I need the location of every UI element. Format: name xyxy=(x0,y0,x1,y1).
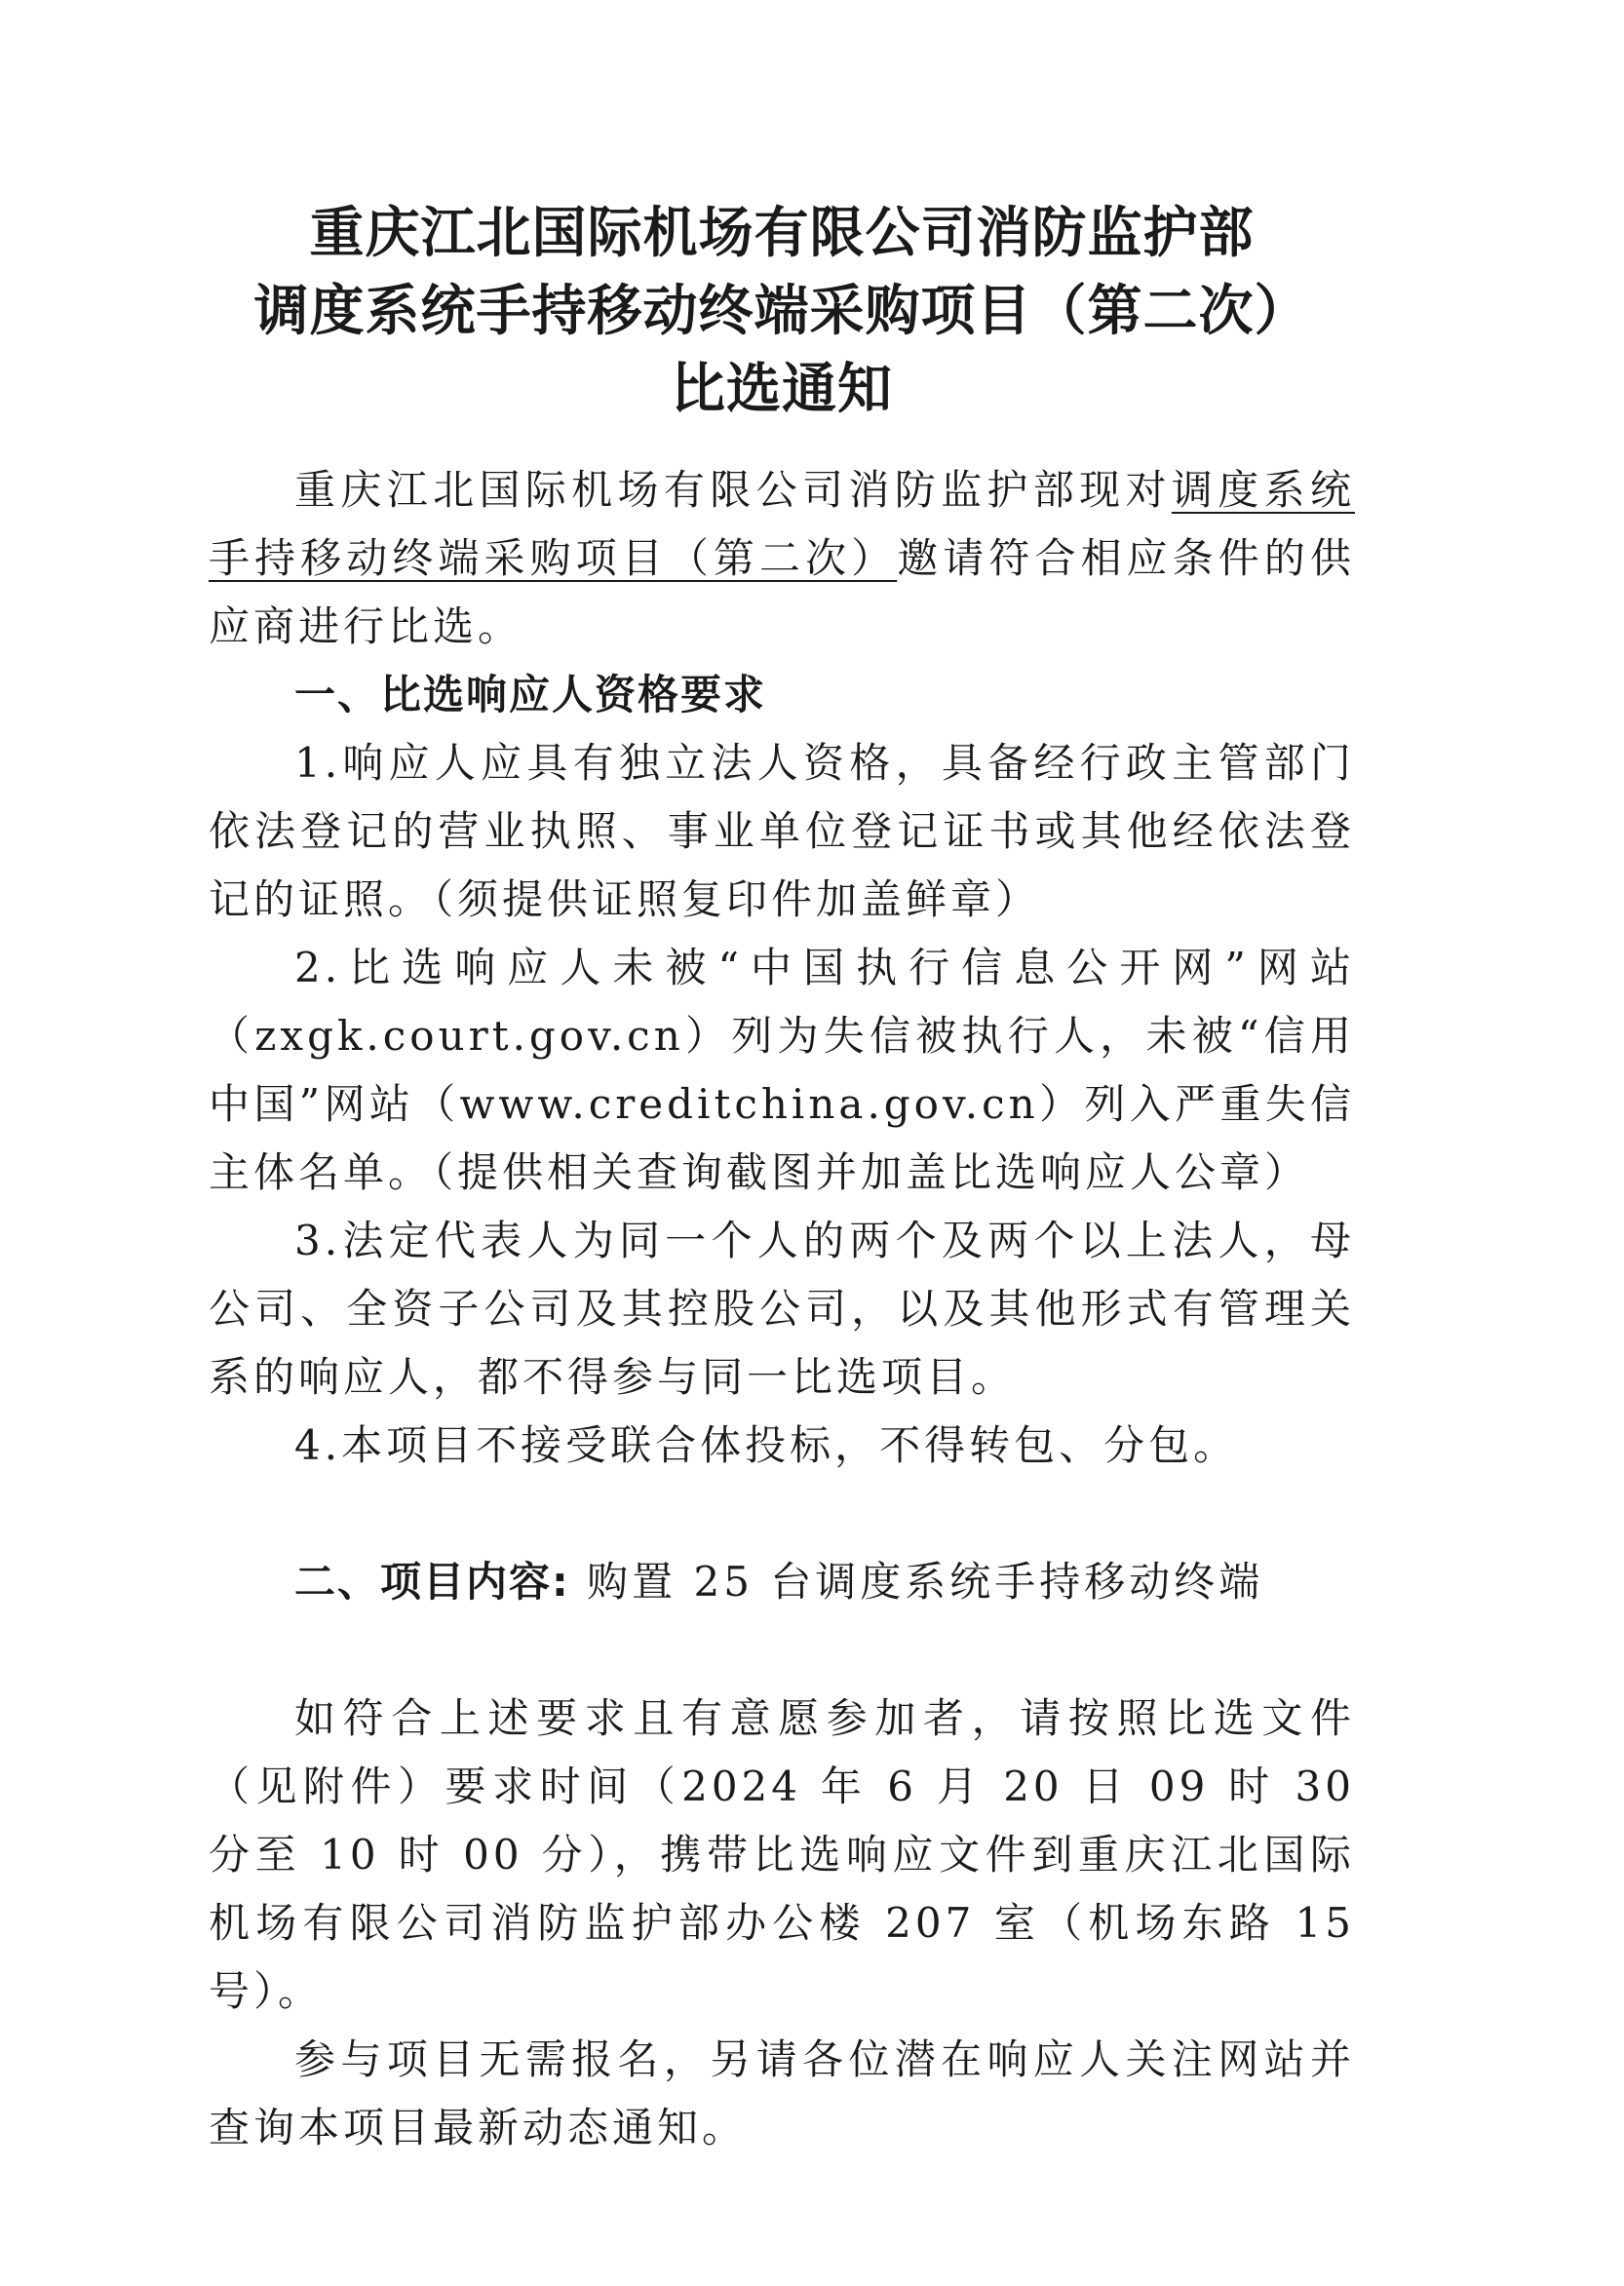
closing-paragraph-2: 参与项目无需报名，另请各位潜在响应人关注网站并查询本项目最新动态通知。 xyxy=(209,2035,1355,2151)
spacer xyxy=(209,1480,1355,1548)
requirement-item-3: 3.法定代表人为同一个人的两个及两个以上法人，母公司、全资子公司及其控股公司，以及其他形式有管理关系的响应人，都不得参与同一比选项目。 xyxy=(209,1217,1355,1401)
title-line-3: 比选通知 xyxy=(671,358,893,421)
intro-paragraph xyxy=(209,456,1355,661)
title-line-1: 重庆江北国际机场有限公司消防监护部 xyxy=(309,202,1255,265)
section2-label: 二、项目内容: xyxy=(294,1558,570,1606)
requirement-item-4: 4.本项目不接受联合体投标，不得转包、分包。 xyxy=(294,1421,1239,1469)
section2-paragraph xyxy=(209,1548,1355,1616)
closing-paragraph-1: 如符合上述要求且有意愿参加者，请按照比选文件（见附件）要求时间（2024 年 6 月 20 日 09 时 30 分至 10 时 00 分），携带比选响应文件到重庆江北国际机场有限公司消防监护部办公楼 207 室（机场东路 15 号）。 xyxy=(209,1694,1355,2015)
intro-project-name: 调度系统手持移动终端采购项目（第二次） xyxy=(209,466,1355,582)
spacer xyxy=(209,1616,1355,1685)
requirement-item-2: 2.比选响应人未被“中国执行信息公开网”网站（zxgk.court.gov.cn）列为失信被执行人，未被“信用中国”网站（www.creditchina.gov.cn）列入严重失信主体名单。（提供相关查询截图并加盖比选响应人公章） xyxy=(209,944,1355,1196)
intro-after: 邀请符合相应条件的供应商进行比选。 xyxy=(209,534,1355,650)
section1-heading: 一、比选响应人资格要求 xyxy=(294,671,767,718)
title-line-2: 调度系统手持移动终端采购项目（第二次） xyxy=(253,280,1310,343)
section2-content: 购置 25 台调度系统手持移动终端 xyxy=(569,1558,1264,1606)
requirement-item-1: 1.响应人应具有独立法人资格，具备经行政主管部门依法登记的营业执照、事业单位登记证书或其他经依法登记的证照。（须提供证照复印件加盖鲜章） xyxy=(209,739,1355,923)
document-title xyxy=(209,195,1355,429)
intro-before: 重庆江北国际机场有限公司消防监护部现对 xyxy=(294,466,1172,514)
